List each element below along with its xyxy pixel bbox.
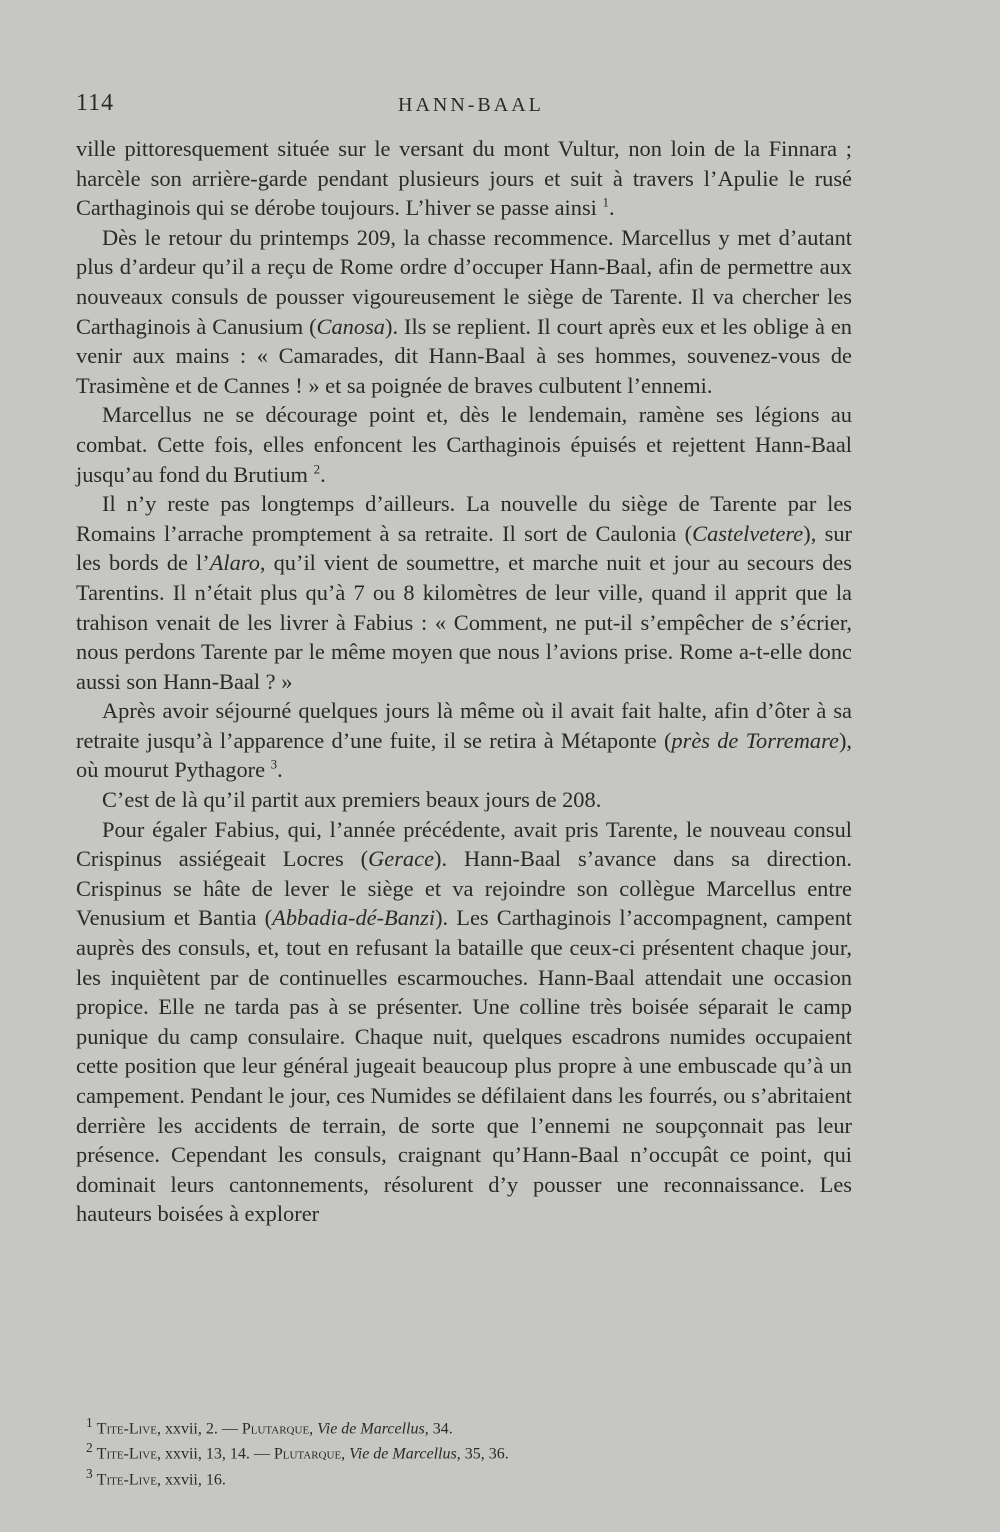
author-name: Tite-Live <box>96 1420 157 1438</box>
text-run: ), sur les bords de l’ <box>76 520 852 576</box>
paragraph <box>76 223 852 401</box>
italic-text: Gerace <box>368 846 435 872</box>
paragraph <box>76 785 852 815</box>
author-name: Plutarque <box>241 1420 310 1438</box>
text-run: C’est de là qu’il partit aux premiers beaux jours de 208. <box>102 787 602 813</box>
body-text <box>76 134 852 1229</box>
footnote-ref: 2 <box>313 461 321 477</box>
text-run: . <box>609 195 615 221</box>
text-run: , <box>309 1420 318 1438</box>
footnote-number: 2 <box>86 1440 93 1456</box>
text-run: . <box>277 757 283 783</box>
text-run: Il n’y reste pas longtemps d’ailleurs. La nouvelle du siège de Tarente par les Romains l’arrache promptement à sa retraite. Il sort de Caulonia ( <box>76 491 852 546</box>
text-run: ). Ils se replient. Il court après eux et les oblige à en venir aux mains : « Camarades, dit Hann-Baal à ses hommes, souvenez-vous de Trasimène et de Cannes ! » et sa poignée de braves culbutent l’ennemi. <box>76 313 853 398</box>
italic-text: Vie de Marcellus <box>317 1420 425 1438</box>
footnote <box>86 1438 826 1463</box>
text-run: ), où mourut Pythagore <box>76 727 852 783</box>
text-run: Dès le retour du printemps 209, la chasse recommence. Marcellus y met d’autant plus d’ardeur qu’il a reçu de Rome ordre d’occuper Hann-Baal, afin de permettre aux nouveaux consuls de pousser vigoureusement le siège de Tarente. Il va chercher les Carthaginois à Canusium ( <box>76 224 852 339</box>
italic-text: Alaro <box>209 550 260 576</box>
paragraph <box>76 489 852 696</box>
text-run: Pour égaler Fabius, qui, l’année précédente, avait pris Tarente, le nouveau consul Crispinus assiégeait Locres ( <box>76 816 852 872</box>
text-run: . <box>320 461 326 487</box>
italic-text: près de Torremare <box>671 727 839 753</box>
italic-text: Abbadia-dé-Banzi <box>272 905 436 931</box>
text-run: ). Les Carthaginois l’accompagnent, campent auprès des consuls, et, tout en refusant la bataille que ceux-ci présentent chaque jour, les inquiètent par de continuelles escarmouches. Hann-Baal attendait une occasion propice. Elle ne tarda pas à se présenter. Une colline très boisée séparait le camp punique du camp consulaire. Chaque nuit, quelques escadrons numides occupaient cette position que leur général jugeait beaucoup plus propre à une embuscade qu’à un campement. Pendant le jour, ces Numides se défilaient dans les fourrés, ou s’abritaient derrière les accidents de terrain, de sorte que l’ennemi ne soupçonnait pas leur présence. Cependant les consuls, craignant qu’Hann-Baal n’occupât ce point, qui dominait leurs cantonnements, résolurent d’y pousser une reconnaissance. Les hauteurs boisées à explorer <box>76 905 852 1227</box>
text-run: , qu’il vient de soumettre, et marche nuit et jour au secours des Tarentins. Il n’était plus qu’à 7 ou 8 kilomètres de leur ville, quand il apprit que la trahison venait de les livrer à Fabius : « Comment, ne put-il s’empêcher de s’écrier, nous perdons Tarente par le même moyen que nous l’avions prise. Rome a-t-elle donc aussi son Hann-Baal ? » <box>76 550 852 694</box>
text-run: Marcellus ne se décourage point et, dès le lendemain, ramène ses légions au combat. Cette fois, elles enfoncent les Carthaginois épuisés et rejettent Hann-Baal jusqu’au fond du Brutium <box>76 402 852 487</box>
author-name: Tite-Live <box>96 1470 157 1488</box>
text-run: , xxvii, 13, 14. — <box>156 1445 274 1463</box>
text-run: , 35, 36. <box>456 1445 509 1463</box>
author-name: Tite-Live <box>96 1445 157 1463</box>
text-run: , 34. <box>424 1420 453 1438</box>
text-run: , xxvii, 2. — <box>156 1420 242 1438</box>
paragraph <box>76 696 852 785</box>
italic-text: Canosa <box>316 313 385 339</box>
text-run: ). Hann-Baal s’avance dans sa direction. Crispinus se hâte de lever le siège et va rejoindre son collègue Marcellus entre Venusium et Bantia ( <box>76 846 852 931</box>
text-run: Après avoir séjourné quelques jours là même où il avait fait halte, afin d’ôter à sa retraite jusqu’à l’apparence d’une fuite, il se retira à Métaponte ( <box>76 698 852 753</box>
footnote-number: 1 <box>86 1415 93 1430</box>
footnote <box>86 1464 826 1489</box>
footnote <box>86 1413 826 1438</box>
paragraph <box>76 400 852 489</box>
text-run: , xxvii, 16. <box>156 1470 226 1488</box>
running-head: HANN-BAAL <box>398 94 544 116</box>
author-name: Plutarque <box>273 1445 342 1463</box>
page-header <box>76 82 856 122</box>
footnotes <box>86 1413 826 1489</box>
text-run: , <box>341 1445 350 1463</box>
footnote-ref: 3 <box>270 757 278 772</box>
italic-text: Castelvetere <box>692 520 804 546</box>
paragraph <box>76 815 852 1229</box>
page-number: 114 <box>76 90 115 116</box>
footnote-ref: 1 <box>602 194 609 210</box>
text-run: ville pittoresquement située sur le versant du mont Vultur, non loin de la Finnara ; harcèle son arrière-garde pendant plusieurs jours et suit à travers l’Apulie le rusé Carthaginois qui se dérobe toujours. L’hiver se passe ainsi <box>76 136 852 221</box>
footnote-number: 3 <box>86 1465 93 1481</box>
paragraph <box>76 134 852 223</box>
italic-text: Vie de Marcellus <box>349 1445 457 1463</box>
